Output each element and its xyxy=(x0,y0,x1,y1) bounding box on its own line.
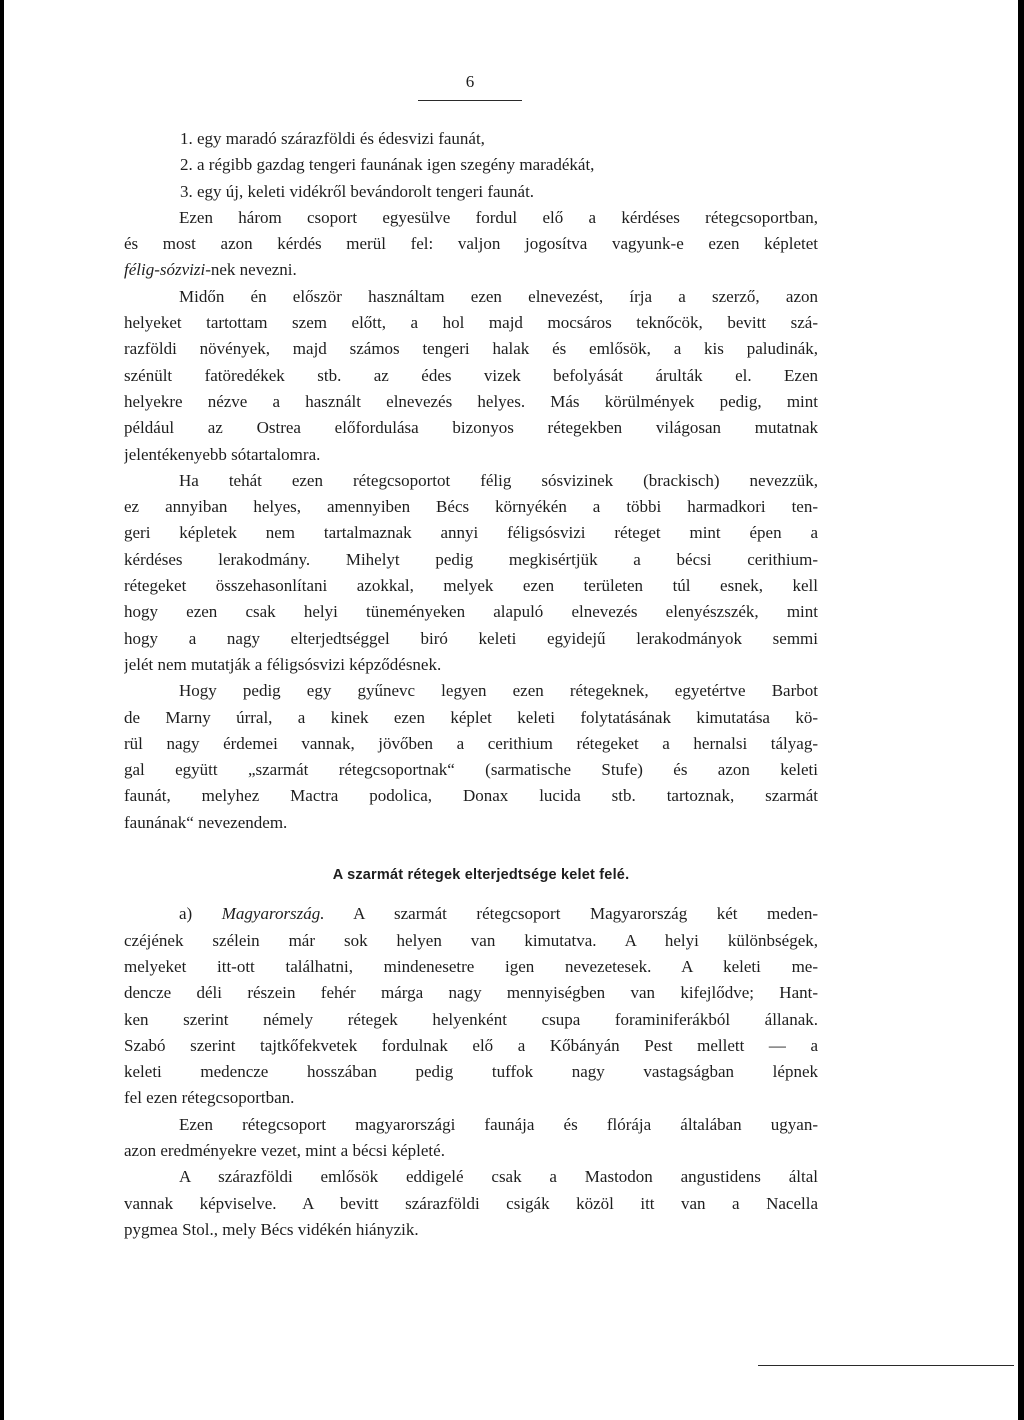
text-line: pygmea Stol., mely Bécs vidékén hiányzik. xyxy=(124,1219,419,1239)
bottom-rule xyxy=(758,1365,1014,1366)
text-line: Ezen három csoport egyesülve fordul elő a kérdéses rétegcsoportban, xyxy=(179,207,818,227)
text-line: szénült fatöredékek stb. az édes vizek befolyását árulták el. Ezen xyxy=(124,365,818,385)
text-line: ken szerint némely rétegek helyenként csupa foraminiferákból állanak. xyxy=(124,1009,818,1029)
list-item: 1. egy maradó szárazföldi és édesvizi faunát, xyxy=(180,129,485,148)
text-line: fel ezen rétegcsoportban. xyxy=(124,1088,295,1108)
text-line: faunának“ nevezendem. xyxy=(124,812,288,832)
text-line: hogy a nagy elterjedtséggel biró keleti egyidejű lerakodmányok semmi xyxy=(124,628,818,648)
text-line: razföldi növények, majd számos tengeri halak és emlősök, a kis paludinák, xyxy=(124,339,818,359)
text-line: rétegeket összehasonlítani azokkal, melyek ezen területen túl esnek, kell xyxy=(124,576,818,596)
text-line: Ezen rétegcsoport magyarországi faunája és flórája általában ugyan- xyxy=(179,1114,818,1134)
numbered-list xyxy=(124,126,818,205)
section-a-paragraph xyxy=(124,901,818,1111)
text-line xyxy=(124,901,818,927)
text-line: azon eredményekre vezet, mint a bécsi képleté. xyxy=(124,1140,445,1160)
text-line xyxy=(124,257,818,283)
text-line: helyekre nézve a használt elnevezés helyes. Más körülmények pedig, mint xyxy=(124,391,818,411)
list-item: 3. egy új, keleti vidékről bevándorolt tengeri faunát. xyxy=(180,181,535,201)
paragraph-4 xyxy=(124,1112,818,1165)
body-text xyxy=(124,126,818,1243)
text-line: ez annyiban helyes, amennyiben Bécs környékén a többi harmadkori ten- xyxy=(124,497,818,517)
text-line: jelét nem mutatják a féligsósvizi képződésnek. xyxy=(124,654,442,674)
text-line: Ha tehát ezen rétegcsoportot félig sósvizinek (brackisch) nevezzük, xyxy=(179,470,818,490)
paragraph-3 xyxy=(124,678,818,836)
text-line: vannak képviselve. A bevitt szárazföldi csigák közöl itt van a Nacella xyxy=(124,1193,818,1213)
list-item: 2. a régibb gazdag tengeri faunának igen szegény maradékát, xyxy=(180,155,595,175)
paragraph-5 xyxy=(124,1164,818,1243)
paragraph-1 xyxy=(124,284,818,468)
text-line: rül nagy érdemei vannak, jövőben a cerithium rétegeket a hernalsi tályag- xyxy=(124,733,818,753)
text-line: Hogy pedig egy gyűnevc legyen ezen rétegeknek, egyetértve Barbot xyxy=(179,681,818,701)
text-line: helyeket tartottam szem előtt, a hol majd mocsáros teknőcök, bevitt szá- xyxy=(124,313,818,333)
text-fragment: A szarmát rétegcsoport Magyarország két meden- xyxy=(353,904,818,924)
text-line: de Marny úrral, a kinek ezen képlet keleti folytatásának kimutatása kö- xyxy=(124,707,818,727)
text-line: gal együtt „szarmát rétegcsoportnak“ (sarmatische Stufe) és azon keleti xyxy=(124,760,818,780)
page-number-rule xyxy=(418,100,522,101)
intro-paragraph xyxy=(124,205,818,284)
text-line: melyeket itt-ott találhatni, mindenesetre igen nevezetesek. A keleti me- xyxy=(124,956,818,976)
text-line: kérdéses lerakodmány. Mihelyt pedig megkisértjük a bécsi cerithium- xyxy=(124,549,818,569)
text-line: jelentékenyebb sótartalomra. xyxy=(124,444,321,464)
paragraph-2 xyxy=(124,468,818,678)
text-line: A szárazföldi emlősök eddigelé csak a Mastodon angustidens által xyxy=(179,1167,818,1187)
text-line: dencze déli részein fehér márga nagy mennyiségben van kifejlődve; Hant- xyxy=(124,983,818,1003)
heading-spacer xyxy=(124,836,818,862)
heading-spacer xyxy=(124,888,818,901)
text-line: keleti medencze hosszában pedig tuffok nagy vastagságban lépnek xyxy=(124,1062,818,1082)
section-heading: A szarmát rétegek elterjedtsége kelet felé. xyxy=(332,867,630,884)
section-a-title: Magyarország. xyxy=(221,904,325,924)
text-line: például az Ostrea előfordulása bizonyos rétegekben világosan mutatnak xyxy=(124,418,818,438)
text-fragment: -nek nevezni. xyxy=(205,260,297,280)
text-line: czéjének szélein már sok helyen van kimutatva. A helyi különbségek, xyxy=(124,930,818,950)
text-line: faunát, melyhez Mactra podolica, Donax lucida stb. tartoznak, szarmát xyxy=(124,786,818,806)
italic-term: félig-sózvizi xyxy=(124,260,206,280)
text-line: és most azon kérdés merül fel: valjon jogosítva vagyunk-e ezen képletet xyxy=(124,234,818,254)
page-number: 6 xyxy=(465,72,475,91)
scan-right-border xyxy=(1018,0,1024,1420)
text-line: Midőn én először használtam ezen elnevezést, írja a szerző, azon xyxy=(179,286,818,306)
text-line: geri képletek nem tartalmaznak annyi féligsósvizi réteget mint épen a xyxy=(124,523,818,543)
text-line: Szabó szerint tajtkőfekvetek fordulnak elő a Kőbányán Pest mellett — a xyxy=(124,1035,818,1055)
text-line: hogy ezen csak helyi tüneményeken alapuló elnevezés elenyészszék, mint xyxy=(124,602,818,622)
scan-left-border xyxy=(0,0,4,1420)
section-marker: a) xyxy=(179,904,193,924)
